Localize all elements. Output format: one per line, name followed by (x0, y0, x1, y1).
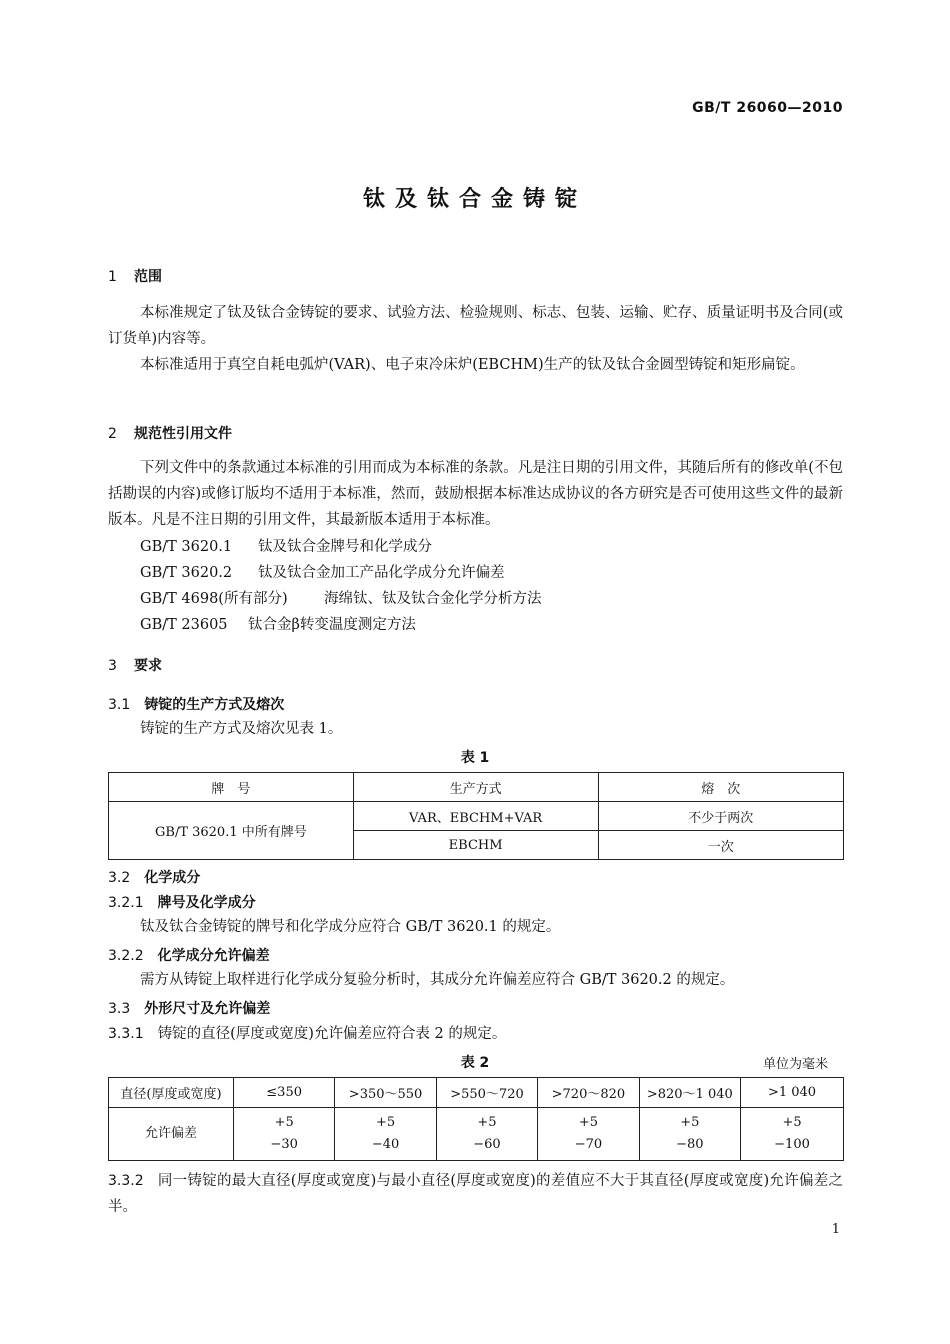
subsection-title: 牌号及化学成分 (157, 895, 256, 911)
table-cell-tolerance (538, 1108, 639, 1161)
table-2-unit: 单位为毫米 (762, 1057, 828, 1072)
section-title: 规范性引用文件 (134, 426, 232, 442)
table-cell-tolerance (741, 1108, 844, 1161)
reference-item (140, 612, 416, 638)
table-cell-method: VAR、EBCHM+VAR (353, 802, 598, 831)
reference-code: GB/T 4698(所有部分) (140, 591, 288, 607)
section-2-paragraph: 下列文件中的条款通过本标准的引用而成为本标准的条款。凡是注日期的引用文件，其随后所有的修改单(不包括勘误的内容)或修订版均不适用于本标准，然而，鼓励根据本标准达成协议的各方研究是否可使用这些文件的最新版本。凡是不注日期的引用文件，其最新版本适用于本标准。 (108, 460, 843, 528)
tolerance-plus: +5 (477, 1115, 497, 1130)
section-2-heading (108, 423, 232, 443)
table-cell-times: 不少于两次 (598, 802, 844, 831)
table-header-cell: 生产方式 (353, 773, 598, 802)
subsection-number: 3.3.2 (108, 1173, 144, 1189)
section-3-heading (108, 655, 162, 675)
table-header-cell: >550～720 (436, 1078, 537, 1108)
reference-code: GB/T 23605 (140, 617, 228, 633)
subsection-3-1-text: 铸锭的生产方式及熔次见表 1。 (140, 721, 343, 737)
subsection-3-3-heading (108, 998, 270, 1018)
table-header-cell: >1 040 (741, 1078, 844, 1108)
reference-item (140, 560, 505, 586)
section-1-heading (108, 266, 162, 286)
table-2-caption: 表 2 (460, 1055, 490, 1071)
tolerance-plus: +5 (274, 1115, 294, 1130)
section-number: 1 (108, 269, 117, 285)
subsection-3-3-2 (108, 1168, 843, 1220)
tolerance-plus: +5 (782, 1115, 802, 1130)
tolerance-minus: −100 (774, 1137, 810, 1152)
table-header-cell: >350～550 (335, 1078, 436, 1108)
table-cell-grade: GB/T 3620.1 中所有牌号 (109, 802, 354, 860)
section-title: 范围 (134, 269, 162, 285)
tolerance-minus: −70 (574, 1137, 603, 1152)
subsection-3-2-1-heading (108, 892, 256, 912)
table-header-cell: 熔 次 (598, 773, 844, 802)
subsection-number: 3.2.2 (108, 948, 144, 964)
reference-item (140, 586, 542, 612)
tolerance-plus: +5 (578, 1115, 598, 1130)
reference-code: GB/T 3620.2 (140, 565, 233, 581)
reference-title: 钛合金β转变温度测定方法 (248, 617, 416, 633)
table-1 (108, 772, 844, 860)
page-number: 1 (831, 1222, 840, 1237)
reference-code: GB/T 3620.1 (140, 539, 233, 555)
reference-title: 钛及钛合金加工产品化学成分允许偏差 (258, 565, 505, 581)
table-1-caption: 表 1 (460, 750, 490, 766)
document-title: 钛及钛合金铸锭 (362, 187, 587, 212)
table-cell-tolerance (436, 1108, 537, 1161)
subsection-title: 化学成分 (144, 870, 201, 886)
table-header-cell: ≤350 (233, 1078, 334, 1108)
subsection-3-2-heading (108, 867, 200, 887)
table-cell-method: EBCHM (353, 831, 598, 860)
subsection-text: 铸锭的直径(厚度或宽度)允许偏差应符合表 2 的规定。 (157, 1026, 507, 1042)
reference-title: 钛及钛合金牌号和化学成分 (258, 539, 432, 555)
subsection-number: 3.2.1 (108, 895, 144, 911)
table-cell-tolerance (639, 1108, 740, 1161)
table-header-cell: >720～820 (538, 1078, 639, 1108)
table-row-header: 允许偏差 (109, 1108, 234, 1161)
table-cell-tolerance (233, 1108, 334, 1161)
subsection-3-2-2-heading (108, 945, 270, 965)
table-header-cell: 牌 号 (109, 773, 354, 802)
subsection-number: 3.1 (108, 697, 131, 713)
standard-code: GB/T 26060—2010 (692, 100, 843, 116)
subsection-title: 铸锭的生产方式及熔次 (144, 697, 285, 713)
table-row-header: 直径(厚度或宽度) (109, 1078, 234, 1108)
subsection-title: 化学成分允许偏差 (157, 948, 270, 964)
table-header-cell: >820～1 040 (639, 1078, 740, 1108)
tolerance-plus: +5 (375, 1115, 396, 1130)
subsection-number: 3.2 (108, 870, 131, 886)
subsection-3-1-heading (108, 694, 284, 714)
table-cell-tolerance (335, 1108, 436, 1161)
section-title: 要求 (134, 658, 162, 674)
table-cell-times: 一次 (598, 831, 844, 860)
subsection-text: 同一铸锭的最大直径(厚度或宽度)与最小直径(厚度或宽度)的差值应不大于其直径(厚度或宽度)允许偏差之半。 (108, 1173, 843, 1215)
subsection-title: 外形尺寸及允许偏差 (144, 1001, 271, 1017)
tolerance-minus: −80 (676, 1137, 704, 1152)
subsection-number: 3.3.1 (108, 1026, 144, 1042)
reference-item (140, 534, 432, 560)
section-1-paragraph-1: 本标准规定了钛及钛合金铸锭的要求、试验方法、检验规则、标志、包装、运输、贮存、质量证明书及合同(或订货单)内容等。 (108, 305, 843, 347)
reference-title: 海绵钛、钛及钛合金化学分析方法 (324, 591, 542, 607)
tolerance-minus: −40 (371, 1137, 400, 1152)
tolerance-minus: −60 (473, 1137, 501, 1152)
section-number: 3 (108, 658, 117, 674)
subsection-3-2-1-text: 钛及钛合金铸锭的牌号和化学成分应符合 GB/T 3620.1 的规定。 (140, 919, 561, 935)
section-number: 2 (108, 426, 117, 442)
subsection-3-2-2-text: 需方从铸锭上取样进行化学成分复验分析时，其成分允许偏差应符合 GB/T 3620.2 的规定。 (140, 972, 735, 988)
table-2 (108, 1077, 844, 1161)
tolerance-minus: −30 (270, 1137, 298, 1152)
tolerance-plus: +5 (680, 1115, 700, 1130)
subsection-number: 3.3 (108, 1001, 131, 1017)
section-1-paragraph-2: 本标准适用于真空自耗电弧炉(VAR)、电子束冷床炉(EBCHM)生产的钛及钛合金圆型铸锭和矩形扁锭。 (140, 357, 805, 373)
subsection-3-3-1 (108, 1022, 506, 1043)
